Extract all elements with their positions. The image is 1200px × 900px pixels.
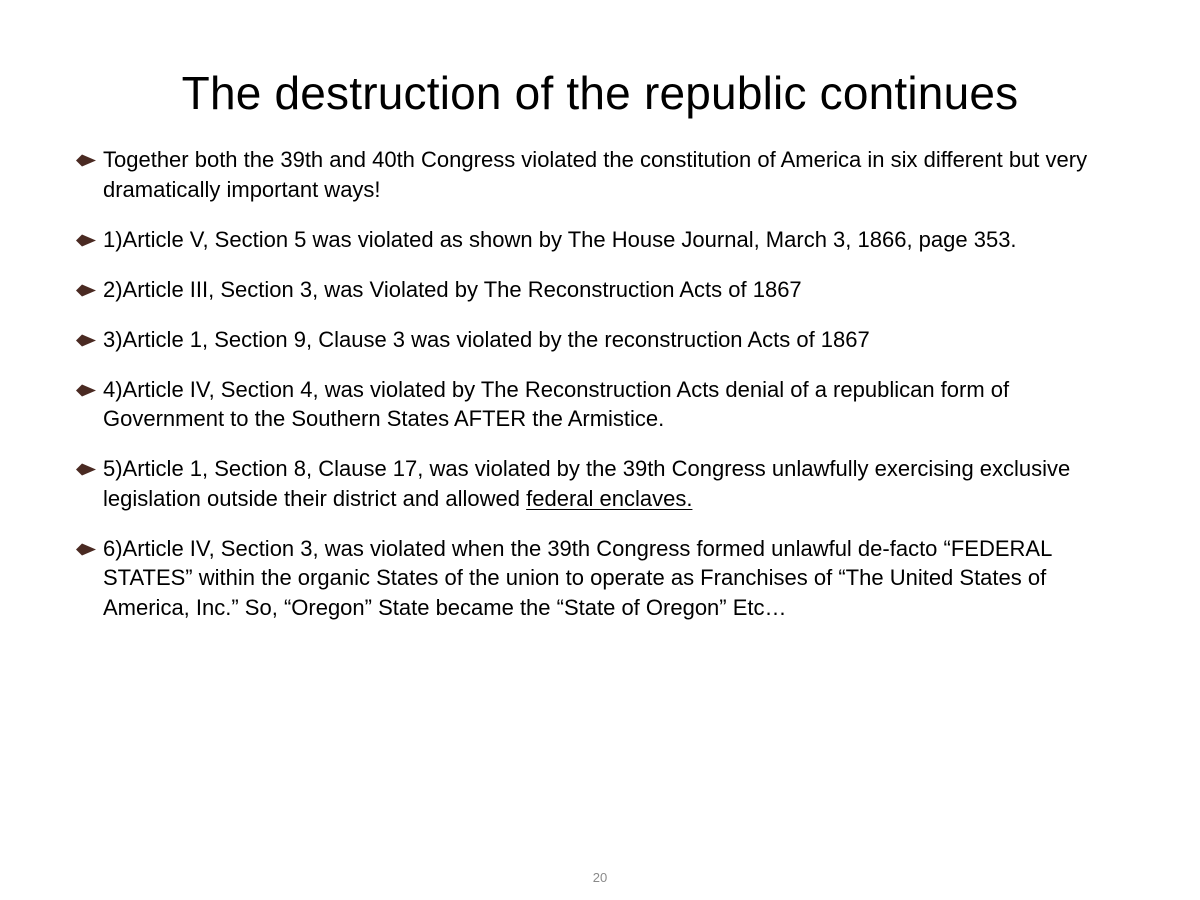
diamond-bullet-icon	[76, 384, 98, 397]
bullet-text: 6)Article IV, Section 3, was violated when the 39th Congress formed unlawful de-facto “FEDERAL STATES” within the organic States of the union to operate as Franchises of “The United States of America, Inc.” So, “Oregon” State became the “State of Oregon” Etc…	[103, 535, 1052, 620]
diamond-bullet-icon	[76, 154, 98, 167]
bullet-text: Together both the 39th and 40th Congress violated the constitution of America in six different but very dramatically important ways!	[103, 147, 1088, 202]
bullet-item	[76, 225, 1126, 255]
diamond-bullet-icon	[76, 234, 98, 247]
diamond-bullet-icon	[76, 543, 98, 556]
bullet-item	[76, 375, 1126, 434]
bullet-text: 5)Article 1, Section 8, Clause 17, was violated by the 39th Congress unlawfully exercising exclusive legislation outside their district and allowed	[103, 456, 1071, 511]
bullet-item	[76, 534, 1126, 623]
diamond-bullet-icon	[76, 284, 98, 297]
diamond-bullet-icon	[76, 334, 98, 347]
bullet-text: 4)Article IV, Section 4, was violated by The Reconstruction Acts denial of a republican form of Government to the Southern States AFTER the Armistice.	[103, 376, 1010, 431]
bullet-text: 3)Article 1, Section 9, Clause 3 was violated by the reconstruction Acts of 1867	[103, 326, 870, 352]
bullet-list	[76, 145, 1126, 643]
bullet-item	[76, 145, 1126, 204]
bullet-item	[76, 454, 1126, 513]
federal-enclaves-link[interactable]: federal enclaves.	[526, 485, 693, 511]
bullet-item	[76, 275, 1126, 305]
slide-title: The destruction of the republic continues	[181, 67, 1019, 119]
bullet-text: 2)Article III, Section 3, was Violated by The Reconstruction Acts of 1867	[103, 276, 802, 302]
diamond-bullet-icon	[76, 463, 98, 476]
bullet-item	[76, 325, 1126, 355]
bullet-text: 1)Article V, Section 5 was violated as shown by The House Journal, March 3, 1866, page 353.	[103, 226, 1017, 252]
page-number: 20	[592, 870, 608, 885]
